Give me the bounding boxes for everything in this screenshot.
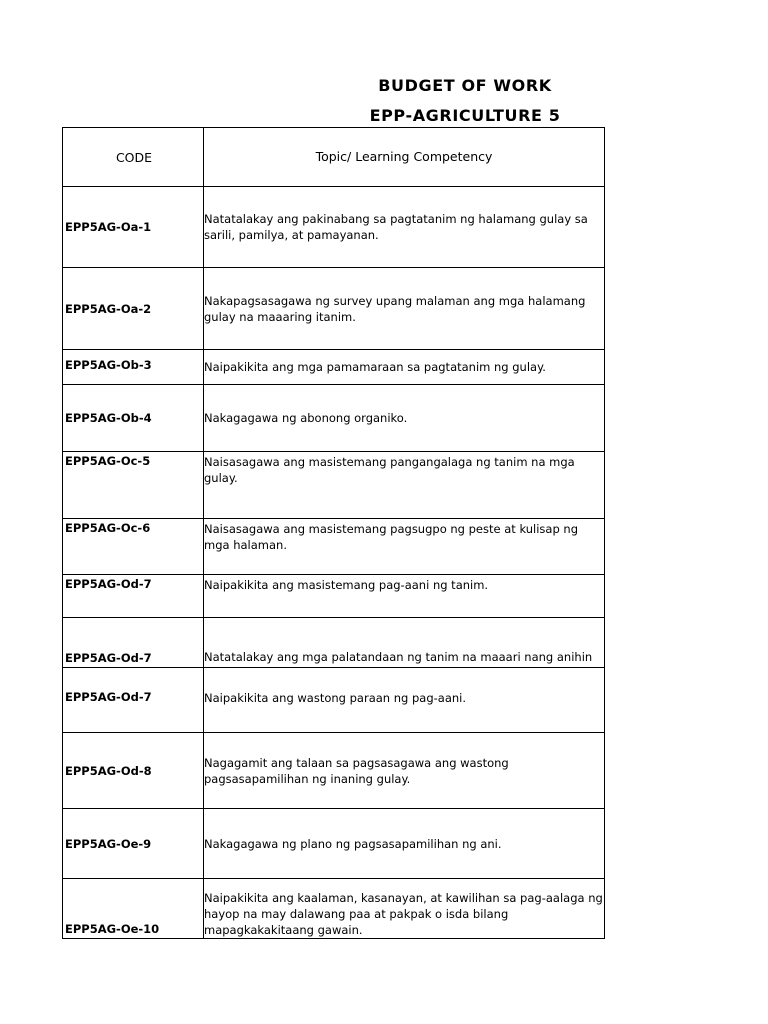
table-row	[63, 618, 605, 668]
table-row	[63, 668, 605, 733]
row-topic: Naipakikita ang wastong paraan ng pag-aani.	[204, 668, 605, 733]
row-code: EPP5AG-Od-7	[63, 575, 204, 618]
row-topic: Nakagagawa ng plano ng pagsasapamilihan ng ani.	[204, 809, 605, 879]
row-code: EPP5AG-Od-8	[63, 733, 204, 809]
row-topic: Natatalakay ang mga palatandaan ng tanim na maaari nang anihin	[204, 618, 605, 668]
row-code: EPP5AG-Ob-3	[63, 350, 204, 385]
budget-of-work-table	[62, 127, 605, 939]
table-header-row	[63, 128, 605, 187]
row-topic: Naipakikita ang mga pamamaraan sa pagtatanim ng gulay.	[204, 350, 605, 385]
row-topic: Natatalakay ang pakinabang sa pagtatanim ng halamang gulay sa sarili, pamilya, at pamayanan.	[204, 187, 605, 268]
row-topic: Naipakikita ang kaalaman, kasanayan, at kawilihan sa pag-aalaga ng hayop na may dalawang paa at pakpak o isda bilang mapagkakakitaang gawain.	[204, 879, 605, 939]
table-row	[63, 879, 605, 939]
row-code: EPP5AG-Ob-4	[63, 385, 204, 452]
document-title: BUDGET OF WORK	[378, 76, 552, 95]
row-topic: Naipakikita ang masistemang pag-aani ng tanim.	[204, 575, 605, 618]
table-row	[63, 385, 605, 452]
document-subtitle: EPP-AGRICULTURE 5	[369, 106, 561, 125]
table-row	[63, 452, 605, 519]
row-code: EPP5AG-Od-7	[63, 668, 204, 733]
table-row	[63, 350, 605, 385]
row-topic: Nakagagawa ng abonong organiko.	[204, 385, 605, 452]
row-code: EPP5AG-Oe-9	[63, 809, 204, 879]
row-code: EPP5AG-Oc-5	[63, 452, 204, 519]
row-code: EPP5AG-Od-7	[63, 618, 204, 668]
row-code: EPP5AG-Oa-1	[63, 187, 204, 268]
row-code: EPP5AG-Oa-2	[63, 268, 204, 350]
table-row	[63, 187, 605, 268]
table-row	[63, 268, 605, 350]
row-topic: Naisasagawa ang masistemang pangangalaga ng tanim na mga gulay.	[204, 452, 605, 519]
table-row	[63, 519, 605, 575]
table-row	[63, 733, 605, 809]
row-code: EPP5AG-Oc-6	[63, 519, 204, 575]
code-column-header: CODE	[63, 128, 204, 187]
topic-column-header: Topic/ Learning Competency	[204, 128, 605, 187]
row-topic: Naisasagawa ang masistemang pagsugpo ng peste at kulisap ng mga halaman.	[204, 519, 605, 575]
row-topic: Nakapagsasagawa ng survey upang malaman ang mga halamang gulay na maaaring itanim.	[204, 268, 605, 350]
table-row	[63, 809, 605, 879]
row-topic: Nagagamit ang talaan sa pagsasagawa ang wastong pagsasapamilihan ng inaning gulay.	[204, 733, 605, 809]
table-row	[63, 575, 605, 618]
row-code: EPP5AG-Oe-10	[63, 879, 204, 939]
